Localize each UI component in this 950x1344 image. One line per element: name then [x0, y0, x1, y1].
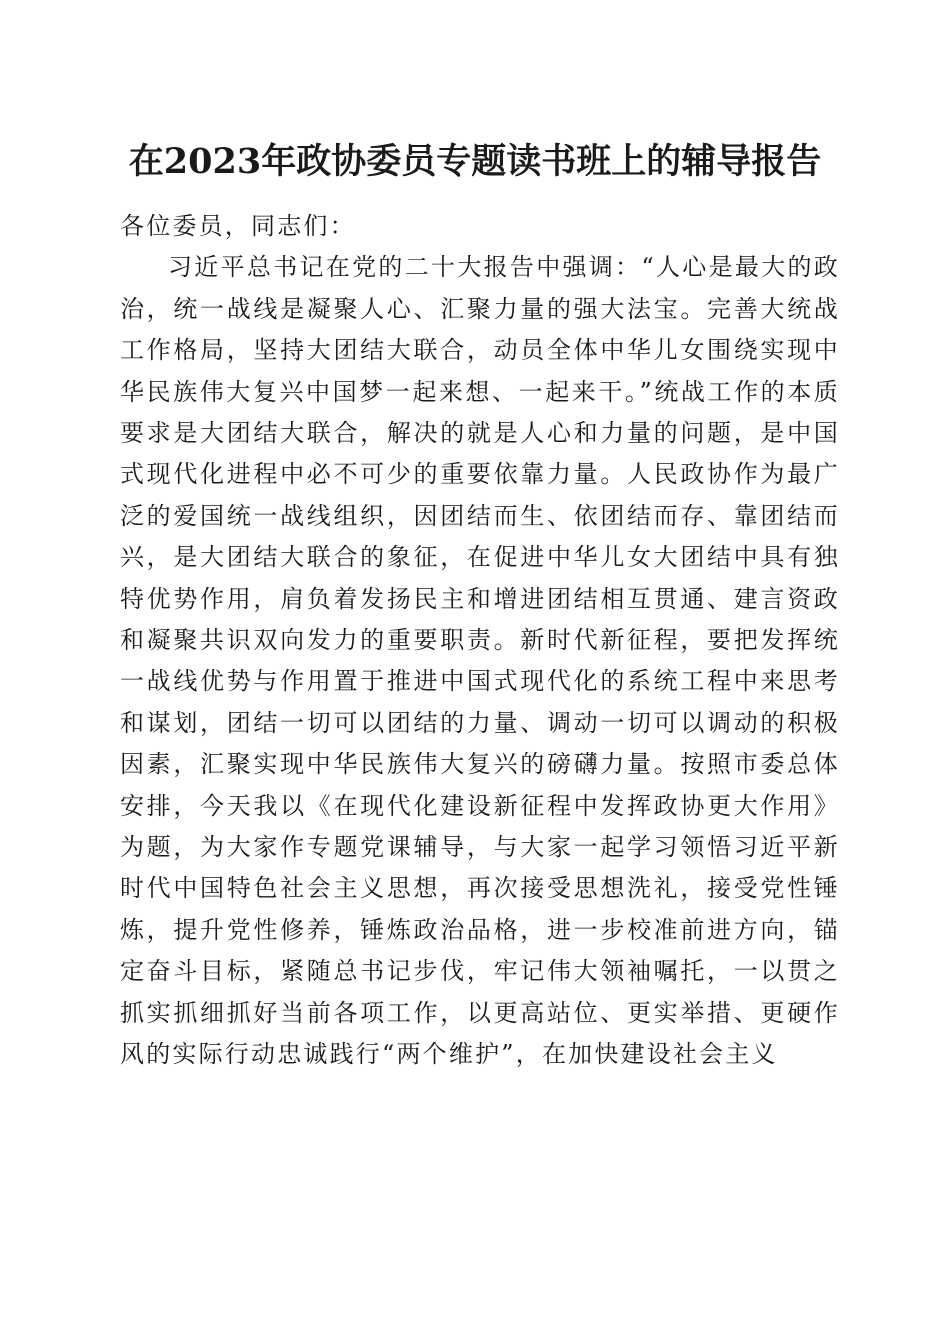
body-paragraph: 习近平总书记在党的二十大报告中强调：“人心是最大的政治，统一战线是凝聚人心、汇聚力量的强大法宝。完善大统战工作格局，坚持大团结大联合，动员全体中华儿女围绕实现中华民族伟大复兴中国梦一起来想、一起来干。”统战工作的本质要求是大团结大联合，解决的就是人心和力量的问题，是中国式现代化进程中必不可少的重要依靠力量。人民政协作为最广泛的爱国统一战线组织，因团结而生、依团结而存、靠团结而兴，是大团结大联合的象征，在促进中华儿女大团结中具有独特优势作用，肩负着发扬民主和增进团结相互贯通、建言资政和凝聚共识双向发力的重要职责。新时代新征程，要把发挥统一战线优势与作用置于推进中国式现代化的系统工程中来思考和谋划，团结一切可以团结的力量、调动一切可以调动的积极因素，汇聚实现中华民族伟大复兴的磅礴力量。按照市委总体安排，今天我以《在现代化建设新征程中发挥政协更大作用》为题，为大家作专题党课辅导，与大家一起学习领悟习近平新时代中国特色社会主义思想，再次接受思想洗礼，接受党性锤炼，提升党性修养，锤炼政治品格，进一步校准前进方向，锚定奋斗目标，紧随总书记步伐，牢记伟大领袖嘱托，一以贯之抓实抓细抓好当前各项工作，以更高站位、更实举措、更硬作风的实际行动忠诚践行“两个维护”，在加快建设社会主义	[120, 253, 840, 1069]
document-body	[120, 206, 840, 1076]
document-title: 在2023年政协委员专题读书班上的辅导报告	[128, 141, 822, 182]
salutation: 各位委员，同志们：	[120, 212, 356, 240]
